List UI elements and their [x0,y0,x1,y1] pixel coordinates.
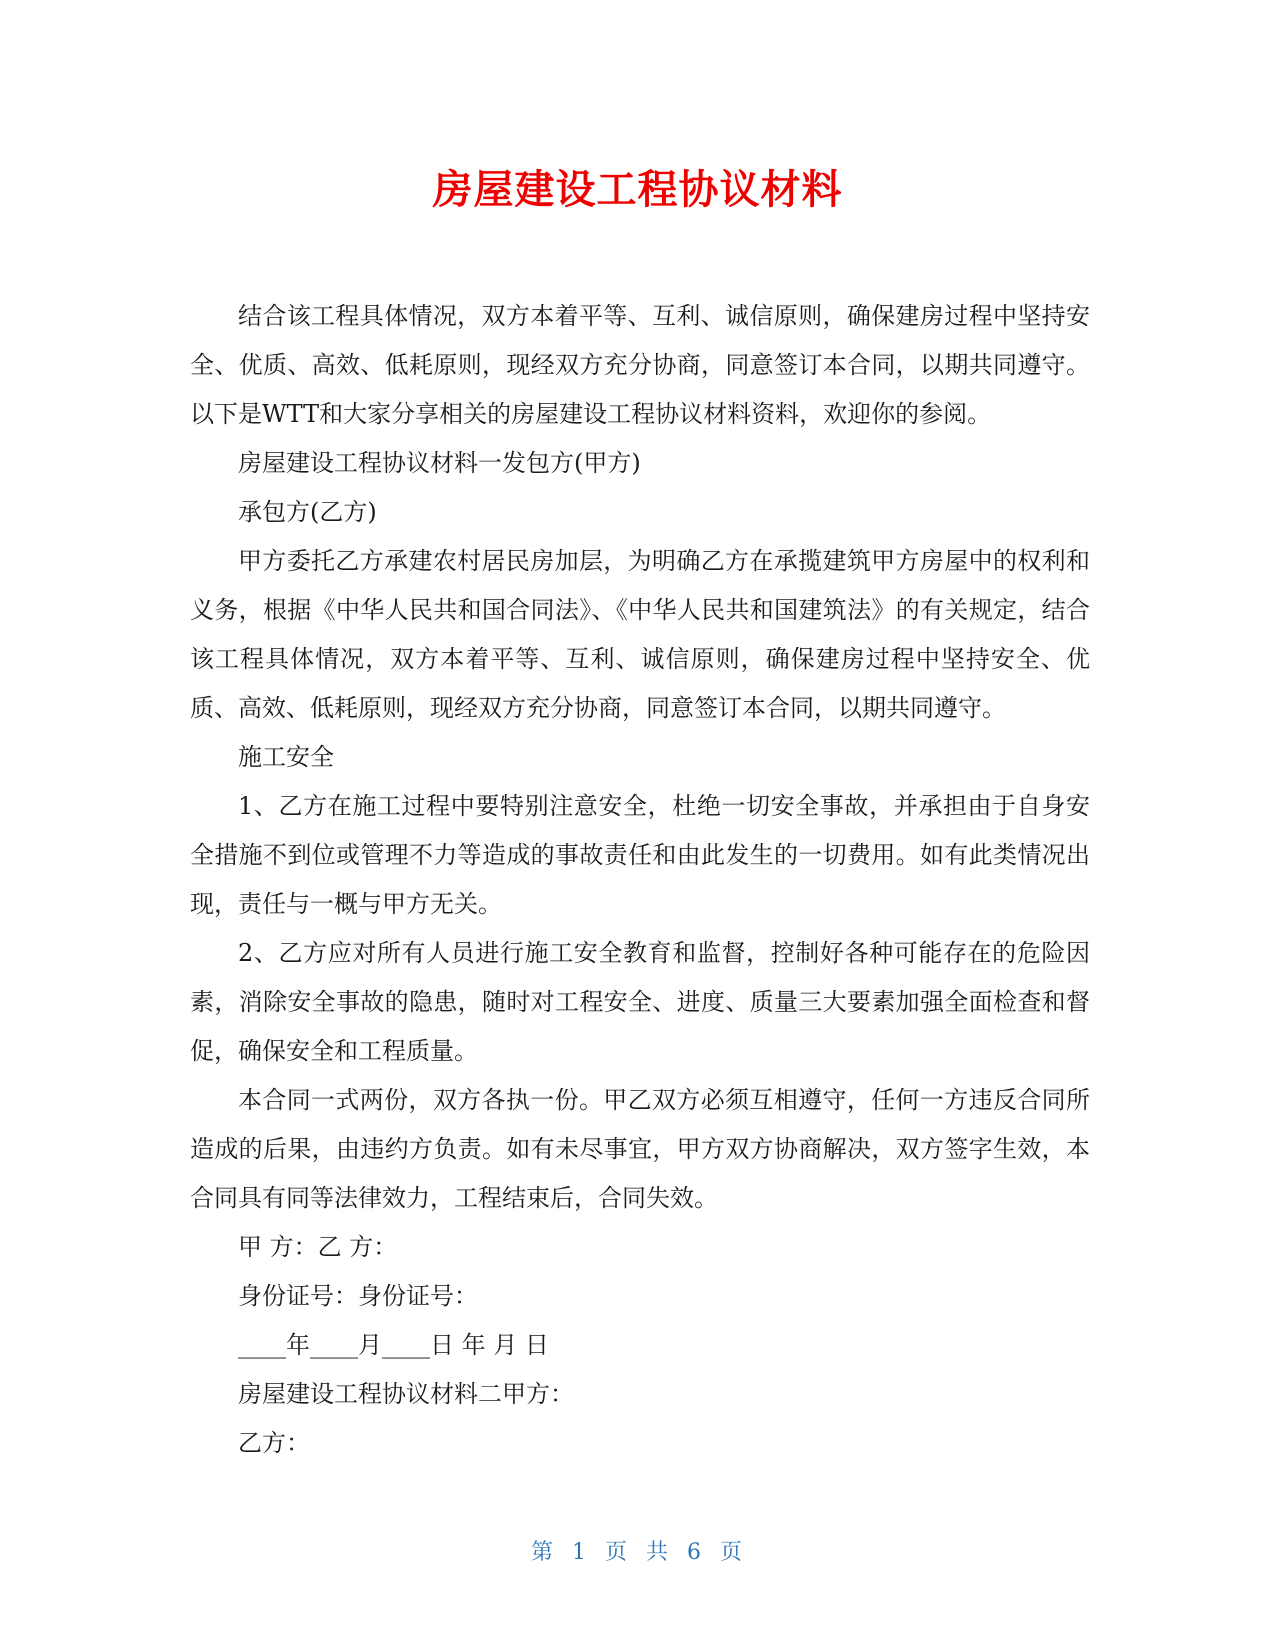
page-footer: 第 1 页 共 6 页 [531,1540,744,1565]
paragraph-contractor: 承包方(乙方) [238,498,377,526]
paragraph-safety-heading: 施工安全 [238,743,334,771]
paragraph-clause-1: 1、乙方在施工过程中要特别注意安全，杜绝一切安全事故，并承担由于自身安全措施不到位或管理不力等造成的事故责任和由此发生的一切费用。如有此类情况出现，责任与一概与甲方无关。 [190,792,1090,918]
paragraph-section-one-heading: 房屋建设工程协议材料一发包方(甲方) [238,449,641,477]
document-body [190,292,1090,1468]
paragraph-date: ____年____月____日 年 月 日 [238,1331,549,1359]
paragraph-party-b: 乙方： [238,1429,310,1457]
paragraph-clause-2: 2、乙方应对所有人员进行施工安全教育和监督，控制好各种可能存在的危险因素，消除安全事故的隐患，随时对工程安全、进度、质量三大要素加强全面检查和督促，确保安全和工程质量。 [190,939,1090,1065]
paragraph-id-numbers: 身份证号：身份证号： [238,1282,478,1310]
paragraph-copies: 本合同一式两份，双方各执一份。甲乙双方必须互相遵守，任何一方违反合同所造成的后果，由违约方负责。如有未尽事宜，甲方双方协商解决，双方签字生效，本合同具有同等法律效力，工程结束后，合同失效。 [190,1086,1090,1212]
paragraph-intro: 结合该工程具体情况，双方本着平等、互利、诚信原则，确保建房过程中坚持安全、优质、高效、低耗原则，现经双方充分协商，同意签订本合同，以期共同遵守。以下是WTT和大家分享相关的房屋建设工程协议材料资料，欢迎你的参阅。 [190,302,1090,428]
paragraph-section-two-heading: 房屋建设工程协议材料二甲方： [238,1380,574,1408]
paragraph-commission: 甲方委托乙方承建农村居民房加层，为明确乙方在承揽建筑甲方房屋中的权利和义务，根据《中华人民共和国合同法》、《中华人民共和国建筑法》的有关规定，结合该工程具体情况，双方本着平等、互利、诚信原则，确保建房过程中坚持安全、优质、高效、低耗原则，现经双方充分协商，同意签订本合同，以期共同遵守。 [190,547,1090,722]
paragraph-parties: 甲 方：乙 方： [238,1233,398,1261]
document-title: 房屋建设工程协议材料 [432,167,843,213]
